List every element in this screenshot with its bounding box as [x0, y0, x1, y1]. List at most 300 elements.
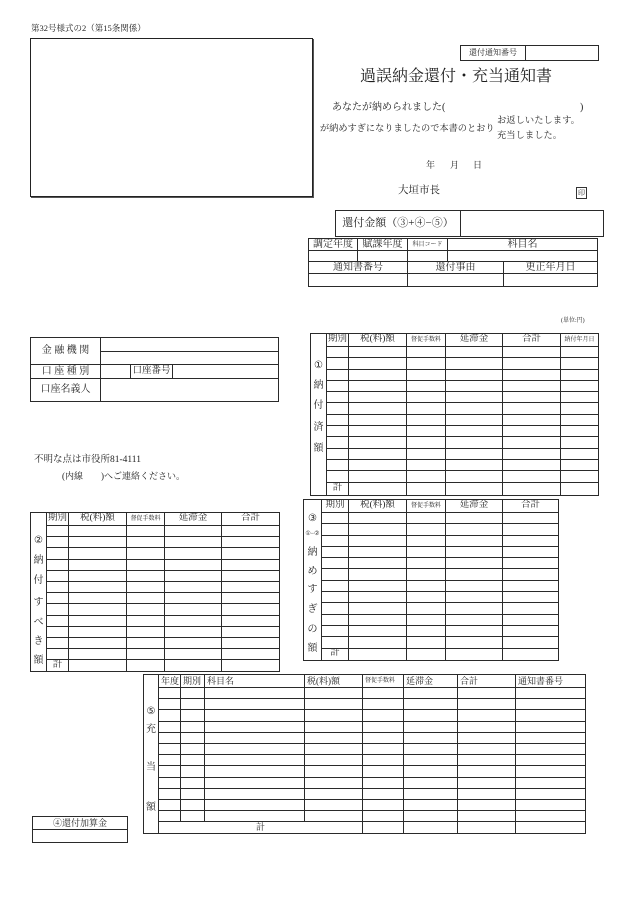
- form-number: 第32号様式の2（第15条関係）: [31, 23, 146, 33]
- due-table-cell: [127, 604, 165, 615]
- paid-table-row: [311, 426, 599, 437]
- header-subject-code: 科目コード: [408, 239, 448, 251]
- overpaid-table-cell: [503, 569, 559, 580]
- overpaid-header-cell: 合計: [503, 500, 559, 513]
- overpaid-table-cell: [349, 603, 407, 614]
- overpaid-table-cell: [349, 637, 407, 648]
- due-table-cell: [69, 581, 127, 592]
- paid-table-row: [311, 380, 599, 391]
- due-table-row: [31, 615, 280, 626]
- appropriation-table-cell: [205, 699, 305, 710]
- due-table-cell: [47, 604, 69, 615]
- overpaid-table-cell: [322, 558, 349, 569]
- seal-mark: 印: [578, 189, 585, 197]
- overpaid-table-cell: [322, 580, 349, 591]
- correction-date-value: [504, 274, 598, 287]
- bank-institution-row: [31, 338, 279, 352]
- appropriation-total-row: [144, 822, 586, 834]
- due-side-label-char: き: [33, 636, 44, 647]
- issuer-name: 大垣市長: [398, 185, 440, 196]
- overpaid-table-cell: [407, 580, 446, 591]
- appropriation-side-label: [144, 675, 159, 834]
- appropriation-table-cell: [181, 799, 205, 810]
- appropriation-table-cell: [159, 766, 181, 777]
- paid-table-cell: [327, 369, 349, 380]
- overpaid-table-row: [304, 580, 559, 591]
- appropriation-table-cell: [404, 766, 458, 777]
- date-day-label: 日: [473, 160, 483, 170]
- appropriation-table-cell: [305, 732, 363, 743]
- due-table-cell: [69, 526, 127, 537]
- overpaid-table-cell: [407, 637, 446, 648]
- overpaid-side-label: [304, 500, 322, 661]
- overpaid-side-label-char: の: [307, 624, 318, 635]
- appropriation-table-cell: [181, 699, 205, 710]
- paid-table-cell: [407, 347, 446, 358]
- paid-table-cell: [446, 380, 503, 391]
- due-table-cell: [47, 570, 69, 581]
- due-amount-table: [30, 512, 280, 672]
- paid-table-cell: [407, 437, 446, 448]
- appropriation-table-cell: [458, 811, 516, 822]
- paid-table-cell: [407, 369, 446, 380]
- due-table-cell: [127, 593, 165, 604]
- appropriation-table-cell: [181, 777, 205, 788]
- refund-amount-value: [461, 211, 604, 237]
- header-subject-name: 科目名: [448, 239, 598, 251]
- appropriation-table-cell: [516, 777, 586, 788]
- additional-refund-value: [33, 830, 128, 843]
- overpaid-amount-table: [303, 499, 559, 661]
- paid-header-cell: 納付年月日: [561, 334, 599, 347]
- overpaid-table-cell: [322, 625, 349, 636]
- due-side-label-char: 額: [33, 655, 44, 666]
- appropriation-table-cell: [458, 743, 516, 754]
- due-table-cell: [127, 649, 165, 660]
- contact-line-2: (内線 )へご連絡ください。: [62, 471, 185, 481]
- due-table-cell: [47, 581, 69, 592]
- due-table-row: [31, 637, 280, 648]
- due-side-label-char: べ: [33, 617, 44, 628]
- appropriation-table-cell: [363, 811, 404, 822]
- due-table-cell: [222, 604, 280, 615]
- paid-table-cell: [503, 392, 561, 403]
- overpaid-side-label-char: 納: [307, 547, 318, 558]
- appropriation-header-cell: 年度: [159, 675, 181, 688]
- paid-table-cell: [561, 358, 599, 369]
- overpaid-total-cell: [407, 648, 446, 660]
- paid-table-cell: [503, 459, 561, 470]
- paid-table-cell: [561, 347, 599, 358]
- overpaid-header-cell: 延滞金: [446, 500, 503, 513]
- due-total-cell: [127, 660, 165, 672]
- paid-total-row: [311, 482, 599, 495]
- appropriation-header-cell: 期別: [181, 675, 205, 688]
- due-table-cell: [69, 548, 127, 559]
- appropriation-table-cell: [305, 777, 363, 788]
- paid-table-cell: [349, 369, 407, 380]
- due-table-row: [31, 537, 280, 548]
- paid-side-label: [311, 334, 327, 496]
- overpaid-table-cell: [407, 614, 446, 625]
- overpaid-table-cell: [407, 513, 446, 524]
- appropriation-table-cell: [458, 688, 516, 699]
- due-table-row: [31, 526, 280, 537]
- due-table-cell: [47, 649, 69, 660]
- appropriation-table-cell: [305, 788, 363, 799]
- overpaid-total-label: 計: [322, 648, 349, 660]
- appropriation-total-cell: [404, 822, 458, 834]
- overpaid-table-cell: [349, 569, 407, 580]
- overpaid-table-cell: [322, 592, 349, 603]
- paid-side-label-char: 済: [313, 422, 324, 433]
- paid-table-row: [311, 459, 599, 470]
- paid-table-cell: [349, 358, 407, 369]
- due-table-cell: [127, 637, 165, 648]
- unit-note: (単位:円): [561, 318, 585, 324]
- appropriation-table-cell: [363, 721, 404, 732]
- appropriation-table-cell: [363, 788, 404, 799]
- account-type-label: 口 座 種 別: [31, 365, 101, 379]
- due-table-cell: [69, 649, 127, 660]
- notice-number-label: 還付通知番号: [461, 46, 526, 61]
- paid-table-cell: [349, 459, 407, 470]
- appropriation-table-row: [144, 788, 586, 799]
- paid-table-cell: [446, 414, 503, 425]
- paid-table-row: [311, 358, 599, 369]
- due-table-cell: [127, 526, 165, 537]
- due-table-row: [31, 581, 280, 592]
- overpaid-table-cell: [446, 546, 503, 557]
- overpaid-table-cell: [407, 625, 446, 636]
- paid-side-label-char: 付: [313, 400, 324, 411]
- overpaid-table-cell: [446, 558, 503, 569]
- overpaid-side-label-char: ③: [308, 513, 317, 524]
- due-table-cell: [165, 615, 222, 626]
- appropriation-side-label-char: 額: [146, 802, 156, 813]
- appropriation-table-cell: [404, 710, 458, 721]
- appropriation-table-cell: [404, 799, 458, 810]
- date-month-label: 月: [450, 160, 460, 170]
- due-table-cell: [165, 637, 222, 648]
- assessment-value-row-top: [309, 251, 598, 262]
- paid-table-cell: [446, 437, 503, 448]
- overpaid-table-row: [304, 614, 559, 625]
- appropriation-table-cell: [404, 811, 458, 822]
- refund-reason-value: [408, 274, 504, 287]
- overpaid-table-cell: [349, 546, 407, 557]
- due-header-cell: 期別: [47, 513, 69, 526]
- appropriation-table-cell: [516, 743, 586, 754]
- overpaid-table-cell: [503, 614, 559, 625]
- appropriation-table-cell: [159, 721, 181, 732]
- overpaid-total-cell: [446, 648, 503, 660]
- paid-table-cell: [327, 426, 349, 437]
- overpaid-table-cell: [446, 637, 503, 648]
- due-table-cell: [165, 626, 222, 637]
- appropriation-table-cell: [458, 777, 516, 788]
- overpaid-total-cell: [349, 648, 407, 660]
- appropriation-table-cell: [205, 788, 305, 799]
- due-table-cell: [222, 537, 280, 548]
- overpaid-table-cell: [349, 592, 407, 603]
- appropriation-table-cell: [159, 788, 181, 799]
- overpaid-side-label-char: ぎ: [307, 604, 318, 615]
- appropriation-table-cell: [205, 688, 305, 699]
- appropriation-table-cell: [363, 699, 404, 710]
- appropriation-side-label-char: 充: [146, 724, 156, 735]
- overpaid-table-cell: [349, 614, 407, 625]
- bank-institution-label: 金 融 機 関: [31, 338, 101, 365]
- paid-header-cell: 期別: [327, 334, 349, 347]
- header-assessment-year: 調定年度: [309, 239, 358, 251]
- due-table-cell: [165, 581, 222, 592]
- paid-side-label-char: 額: [313, 443, 324, 454]
- overpaid-table-cell: [503, 580, 559, 591]
- overpaid-table-cell: [446, 535, 503, 546]
- appropriation-header-row: [144, 675, 586, 688]
- appropriation-table-cell: [516, 811, 586, 822]
- date-year-label: 年: [426, 160, 436, 170]
- appropriation-table-cell: [516, 688, 586, 699]
- due-table-row: [31, 604, 280, 615]
- due-total-cell: [69, 660, 127, 672]
- due-total-row: [31, 660, 280, 672]
- due-table-cell: [47, 537, 69, 548]
- due-side-label-char: 納: [33, 555, 44, 566]
- due-total-cell: [222, 660, 280, 672]
- overpaid-table-cell: [322, 535, 349, 546]
- paid-table-cell: [503, 347, 561, 358]
- paid-table-cell: [503, 426, 561, 437]
- paid-table-cell: [561, 471, 599, 482]
- paid-header-cell: 督促手数料: [407, 334, 446, 347]
- appropriation-table-cell: [305, 811, 363, 822]
- appropriation-table-cell: [205, 799, 305, 810]
- due-table-cell: [47, 526, 69, 537]
- due-header-cell: 税(料)額: [69, 513, 127, 526]
- paid-table-cell: [327, 380, 349, 391]
- paid-table-cell: [349, 414, 407, 425]
- overpaid-table-cell: [407, 603, 446, 614]
- appropriation-table-cell: [305, 743, 363, 754]
- appropriation-table-cell: [205, 811, 305, 822]
- appropriation-table-cell: [305, 755, 363, 766]
- paid-table-cell: [327, 448, 349, 459]
- appropriation-table-cell: [404, 688, 458, 699]
- due-table-cell: [69, 604, 127, 615]
- appropriation-table-cell: [458, 699, 516, 710]
- appropriation-table-cell: [181, 743, 205, 754]
- overpaid-table-cell: [446, 614, 503, 625]
- appropriation-table-row: [144, 721, 586, 732]
- appropriation-table-cell: [404, 732, 458, 743]
- appropriation-table-cell: [305, 721, 363, 732]
- due-side-label-char: 付: [33, 575, 44, 586]
- overpaid-table-cell: [349, 580, 407, 591]
- paid-table-cell: [327, 414, 349, 425]
- appropriation-table-cell: [458, 721, 516, 732]
- due-table-cell: [222, 593, 280, 604]
- due-table-cell: [165, 570, 222, 581]
- due-table-cell: [222, 615, 280, 626]
- due-table-cell: [47, 559, 69, 570]
- due-table-cell: [47, 593, 69, 604]
- assessment-value-row-bottom: [309, 274, 598, 287]
- appropriation-header-cell: 合計: [458, 675, 516, 688]
- overpaid-table-cell: [322, 513, 349, 524]
- appropriation-table-cell: [516, 732, 586, 743]
- message-line-1-close: ): [580, 102, 584, 113]
- due-table-cell: [222, 637, 280, 648]
- appropriation-amount-table: [143, 674, 586, 834]
- appropriation-table-row: [144, 688, 586, 699]
- overpaid-table-cell: [407, 524, 446, 535]
- appropriation-table-cell: [159, 710, 181, 721]
- overpaid-header-cell: 督促手数料: [407, 500, 446, 513]
- appropriation-table-cell: [363, 777, 404, 788]
- appropriation-table-cell: [363, 743, 404, 754]
- appropriation-table-cell: [516, 755, 586, 766]
- due-header-cell: 合計: [222, 513, 280, 526]
- appropriation-table-cell: [181, 732, 205, 743]
- due-table-cell: [127, 537, 165, 548]
- notice-number-row: [461, 46, 599, 61]
- paid-total-cell: [349, 482, 407, 495]
- appropriation-table-cell: [159, 777, 181, 788]
- appropriation-table-cell: [516, 699, 586, 710]
- overpaid-table-cell: [503, 546, 559, 557]
- appropriation-table-row: [144, 743, 586, 754]
- overpaid-table-cell: [446, 524, 503, 535]
- overpaid-table-cell: [407, 569, 446, 580]
- account-holder-value: [101, 379, 279, 402]
- appropriation-table-row: [144, 710, 586, 721]
- due-table-cell: [69, 626, 127, 637]
- paid-table-cell: [349, 403, 407, 414]
- paid-header-cell: 延滞金: [446, 334, 503, 347]
- paid-table-cell: [503, 471, 561, 482]
- due-table-cell: [69, 593, 127, 604]
- account-type-value: [101, 365, 131, 379]
- overpaid-table-cell: [349, 535, 407, 546]
- due-table-cell: [47, 615, 69, 626]
- due-table-cell: [127, 570, 165, 581]
- notice-number-box: [460, 45, 599, 61]
- appropriation-table-cell: [305, 699, 363, 710]
- appropriation-table-cell: [205, 732, 305, 743]
- paid-total-cell: [503, 482, 561, 495]
- due-table-cell: [165, 548, 222, 559]
- overpaid-table-cell: [322, 569, 349, 580]
- account-number-label: 口座番号: [131, 365, 173, 379]
- appropriation-table-cell: [516, 710, 586, 721]
- appropriation-side-label-char: 当: [146, 762, 156, 773]
- additional-refund-label: ④還付加算金: [33, 817, 128, 830]
- paid-table-cell: [446, 471, 503, 482]
- paid-total-label: 計: [327, 482, 349, 495]
- appropriation-header-cell: 税(料)額: [305, 675, 363, 688]
- due-table-cell: [127, 559, 165, 570]
- paid-table-cell: [561, 380, 599, 391]
- paid-table-row: [311, 437, 599, 448]
- overpaid-table-cell: [322, 603, 349, 614]
- paid-side-label-char: 納: [313, 380, 324, 391]
- paid-table-cell: [407, 471, 446, 482]
- appropriation-table-cell: [159, 743, 181, 754]
- contact-line-1: 不明な点は市役所81-4111: [34, 455, 141, 465]
- paid-header-row: [311, 334, 599, 347]
- due-table-cell: [69, 559, 127, 570]
- appropriation-table-cell: [305, 766, 363, 777]
- due-table-cell: [165, 604, 222, 615]
- overpaid-table-cell: [407, 592, 446, 603]
- paid-table-cell: [503, 448, 561, 459]
- appropriation-table-cell: [404, 755, 458, 766]
- assessment-year-value: [309, 251, 358, 262]
- due-table-cell: [165, 649, 222, 660]
- overpaid-table-cell: [407, 535, 446, 546]
- due-table-row: [31, 570, 280, 581]
- appropriation-table-cell: [363, 732, 404, 743]
- paid-table-row: [311, 392, 599, 403]
- paid-table-cell: [503, 358, 561, 369]
- appropriation-table-cell: [205, 755, 305, 766]
- appropriation-table-cell: [159, 799, 181, 810]
- due-table-cell: [222, 526, 280, 537]
- appropriation-table-row: [144, 732, 586, 743]
- appropriation-table-cell: [458, 788, 516, 799]
- appropriation-table-cell: [404, 777, 458, 788]
- paid-table-cell: [561, 403, 599, 414]
- appropriation-table-cell: [363, 766, 404, 777]
- paid-table-row: [311, 403, 599, 414]
- paid-table-cell: [407, 392, 446, 403]
- due-table-cell: [222, 581, 280, 592]
- paid-table-cell: [561, 437, 599, 448]
- appropriation-table-cell: [181, 755, 205, 766]
- appropriation-table-cell: [458, 710, 516, 721]
- overpaid-table-cell: [407, 558, 446, 569]
- paid-table-cell: [446, 448, 503, 459]
- appropriation-table-cell: [458, 799, 516, 810]
- overpaid-table-cell: [322, 637, 349, 648]
- overpaid-table-row: [304, 558, 559, 569]
- overpaid-table-cell: [503, 625, 559, 636]
- appropriation-table-cell: [363, 799, 404, 810]
- appropriation-side-label-char: ⑤: [146, 706, 156, 717]
- appropriation-table-cell: [159, 811, 181, 822]
- appropriation-table-cell: [205, 766, 305, 777]
- appropriation-table-cell: [516, 788, 586, 799]
- overpaid-side-label-char: す: [307, 584, 318, 595]
- appropriation-table-cell: [458, 766, 516, 777]
- appropriation-table-cell: [181, 710, 205, 721]
- paid-table-cell: [561, 369, 599, 380]
- additional-refund-box: [32, 816, 128, 843]
- appropriation-table-row: [144, 777, 586, 788]
- overpaid-table-row: [304, 546, 559, 557]
- overpaid-table-cell: [322, 524, 349, 535]
- appropriation-table-cell: [181, 766, 205, 777]
- appropriation-table-cell: [205, 743, 305, 754]
- appropriation-table-row: [144, 766, 586, 777]
- paid-table-cell: [327, 471, 349, 482]
- paid-table-cell: [446, 459, 503, 470]
- account-number-value: [173, 365, 279, 379]
- paid-table-cell: [407, 403, 446, 414]
- appropriation-table-cell: [404, 699, 458, 710]
